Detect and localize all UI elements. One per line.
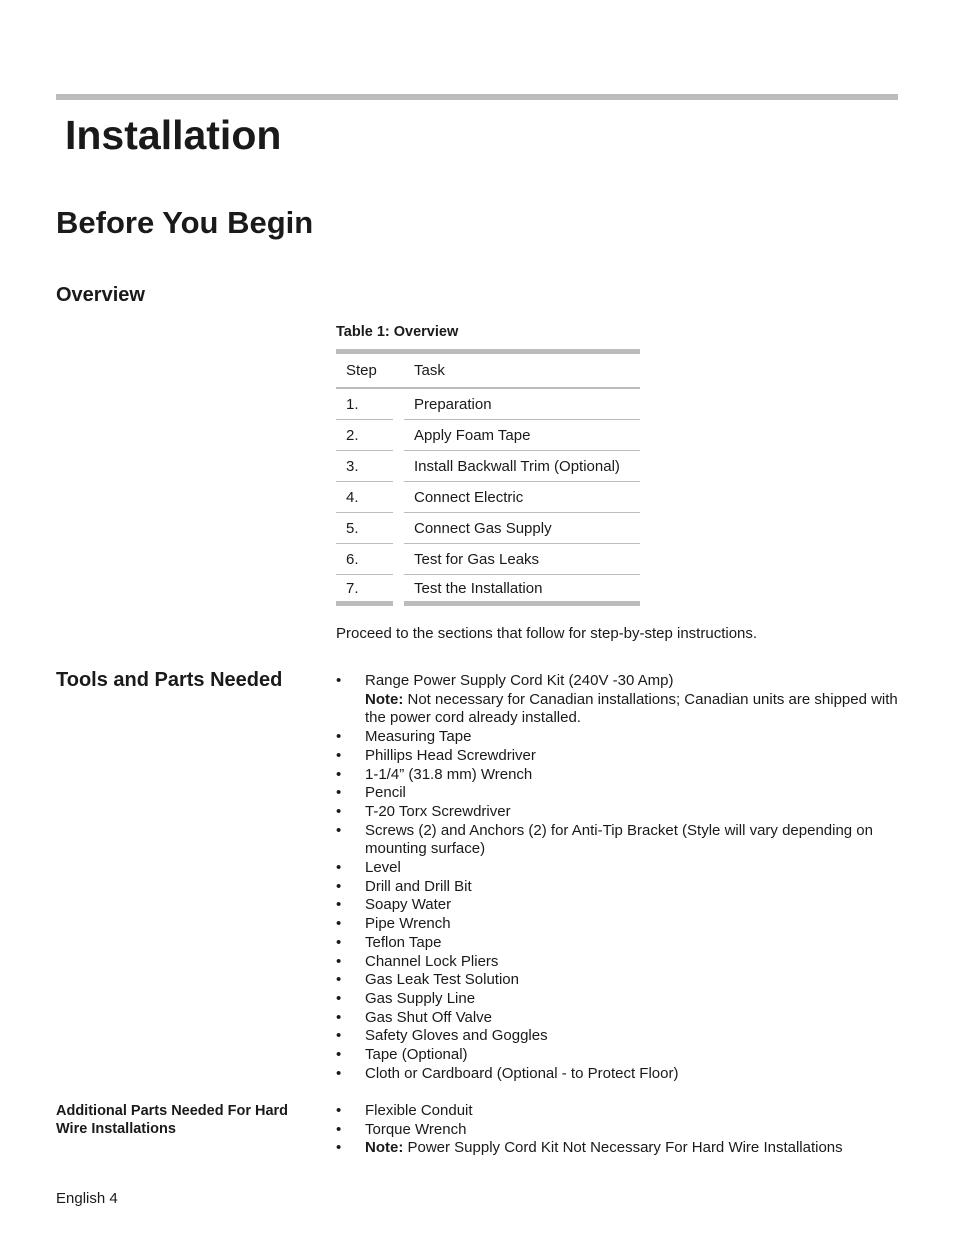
- task-cell: Install Backwall Trim (Optional): [404, 451, 640, 482]
- overview-table: [336, 349, 640, 606]
- item-text: Teflon Tape: [365, 933, 442, 951]
- item-text: Phillips Head Screwdriver: [365, 746, 536, 764]
- list-item: [336, 1046, 901, 1065]
- list-item: [336, 728, 901, 747]
- bullet-icon: •: [336, 1120, 342, 1138]
- list-item: [336, 953, 901, 972]
- tools-list: [336, 672, 901, 1083]
- list-item: [336, 803, 901, 822]
- table-row: [336, 482, 640, 513]
- list-item: [336, 971, 901, 990]
- task-cell: Test the Installation: [404, 575, 640, 606]
- list-item: [336, 1139, 901, 1158]
- step-cell: 2.: [336, 420, 393, 451]
- list-item: [336, 878, 901, 897]
- task-cell: Apply Foam Tape: [404, 420, 640, 451]
- step-cell: 4.: [336, 482, 393, 513]
- bullet-icon: •: [336, 952, 342, 970]
- bullet-icon: •: [336, 933, 342, 951]
- item-text: Torque Wrench: [365, 1120, 467, 1138]
- list-item: [336, 747, 901, 766]
- bullet-icon: •: [336, 765, 342, 783]
- column-header-task: Task: [414, 362, 445, 379]
- additional-parts-list: [336, 1102, 901, 1158]
- item-text: Pencil: [365, 784, 406, 802]
- item-text: Measuring Tape: [365, 728, 472, 746]
- tools-heading: Tools and Parts Needed: [56, 669, 283, 691]
- list-item: [336, 1027, 901, 1046]
- bullet-icon: •: [336, 915, 342, 933]
- bullet-icon: •: [336, 859, 342, 877]
- step-cell: 7.: [336, 575, 393, 606]
- bullet-icon: •: [336, 1102, 342, 1119]
- item-text: Channel Lock Pliers: [365, 952, 499, 970]
- step-cell: 3.: [336, 451, 393, 482]
- item-text: Flexible Conduit: [365, 1102, 473, 1119]
- list-item: [336, 934, 901, 953]
- list-item: [336, 822, 901, 859]
- item-text: Screws (2) and Anchors (2) for Anti-Tip Bracket (Style will vary depending on mounting surface): [365, 821, 873, 858]
- task-cell: Preparation: [404, 389, 640, 420]
- note-label: Note:: [365, 690, 404, 708]
- item-text: Soapy Water: [365, 896, 452, 914]
- list-item: [336, 859, 901, 878]
- bullet-icon: •: [336, 1064, 342, 1082]
- section-title: Before You Begin: [56, 205, 314, 240]
- bullet-icon: •: [336, 1008, 342, 1026]
- task-cell: Connect Electric: [404, 482, 640, 513]
- bullet-icon: •: [336, 728, 342, 746]
- table-row: [336, 513, 640, 544]
- task-cell: Connect Gas Supply: [404, 513, 640, 544]
- list-item: [336, 784, 901, 803]
- step-cell: 5.: [336, 513, 393, 544]
- task-cell: Test for Gas Leaks: [404, 544, 640, 575]
- item-text: Gas Leak Test Solution: [365, 971, 519, 989]
- table-header-row: [336, 354, 640, 389]
- item-text: Safety Gloves and Goggles: [365, 1027, 548, 1045]
- bullet-icon: •: [336, 1139, 342, 1157]
- table-row: [336, 389, 640, 420]
- bullet-icon: •: [336, 1046, 342, 1064]
- item-text: Level: [365, 859, 401, 877]
- list-item: [336, 766, 901, 785]
- page-title: Installation: [65, 112, 282, 158]
- table-row: [336, 451, 640, 482]
- item-text: T-20 Torx Screwdriver: [365, 802, 511, 820]
- overview-heading: Overview: [56, 284, 145, 306]
- additional-heading: Additional Parts Needed For Hard Wire Installations: [56, 1103, 289, 1137]
- bullet-icon: •: [336, 896, 342, 914]
- table-row: [336, 544, 640, 575]
- list-item: [336, 1121, 901, 1140]
- bullet-icon: •: [336, 784, 342, 802]
- item-text: 1-1/4” (31.8 mm) Wrench: [365, 765, 533, 783]
- column-header-step: Step: [346, 362, 377, 379]
- bullet-icon: •: [336, 746, 342, 764]
- list-item: [336, 672, 901, 728]
- note-line: [365, 691, 901, 728]
- bullet-icon: •: [336, 877, 342, 895]
- item-text: Tape (Optional): [365, 1046, 468, 1064]
- item-text: Power Supply Cord Kit Not Necessary For Hard Wire Installations: [403, 1139, 843, 1157]
- step-cell: 6.: [336, 544, 393, 575]
- table-caption: Table 1: Overview: [336, 324, 459, 340]
- table-row: [336, 420, 640, 451]
- page-footer: English 4: [56, 1190, 118, 1207]
- top-divider: [56, 94, 898, 100]
- bullet-icon: •: [336, 989, 342, 1007]
- list-item: [336, 1065, 901, 1084]
- note-text: Not necessary for Canadian installations; Canadian units are shipped with the power cord already installed.: [365, 690, 898, 727]
- item-text: Cloth or Cardboard (Optional - to Protect Floor): [365, 1064, 679, 1082]
- step-cell: 1.: [336, 389, 393, 420]
- bullet-icon: •: [336, 971, 342, 989]
- list-item: [336, 1009, 901, 1028]
- bullet-icon: •: [336, 821, 342, 839]
- bullet-icon: •: [336, 1027, 342, 1045]
- list-item: [336, 896, 901, 915]
- table-body: [336, 389, 640, 606]
- item-text: Pipe Wrench: [365, 915, 451, 933]
- item-text: Gas Supply Line: [365, 989, 476, 1007]
- note-label: Note:: [365, 1139, 404, 1157]
- list-item: [336, 915, 901, 934]
- item-text: Range Power Supply Cord Kit (240V -30 Amp): [365, 672, 674, 689]
- list-item: [336, 990, 901, 1009]
- bullet-icon: •: [336, 802, 342, 820]
- bullet-icon: •: [336, 672, 342, 689]
- item-text: Drill and Drill Bit: [365, 877, 472, 895]
- table-row: [336, 575, 640, 606]
- proceed-text: Proceed to the sections that follow for step-by-step instructions.: [336, 625, 758, 642]
- item-text: Gas Shut Off Valve: [365, 1008, 493, 1026]
- list-item: [336, 1102, 901, 1121]
